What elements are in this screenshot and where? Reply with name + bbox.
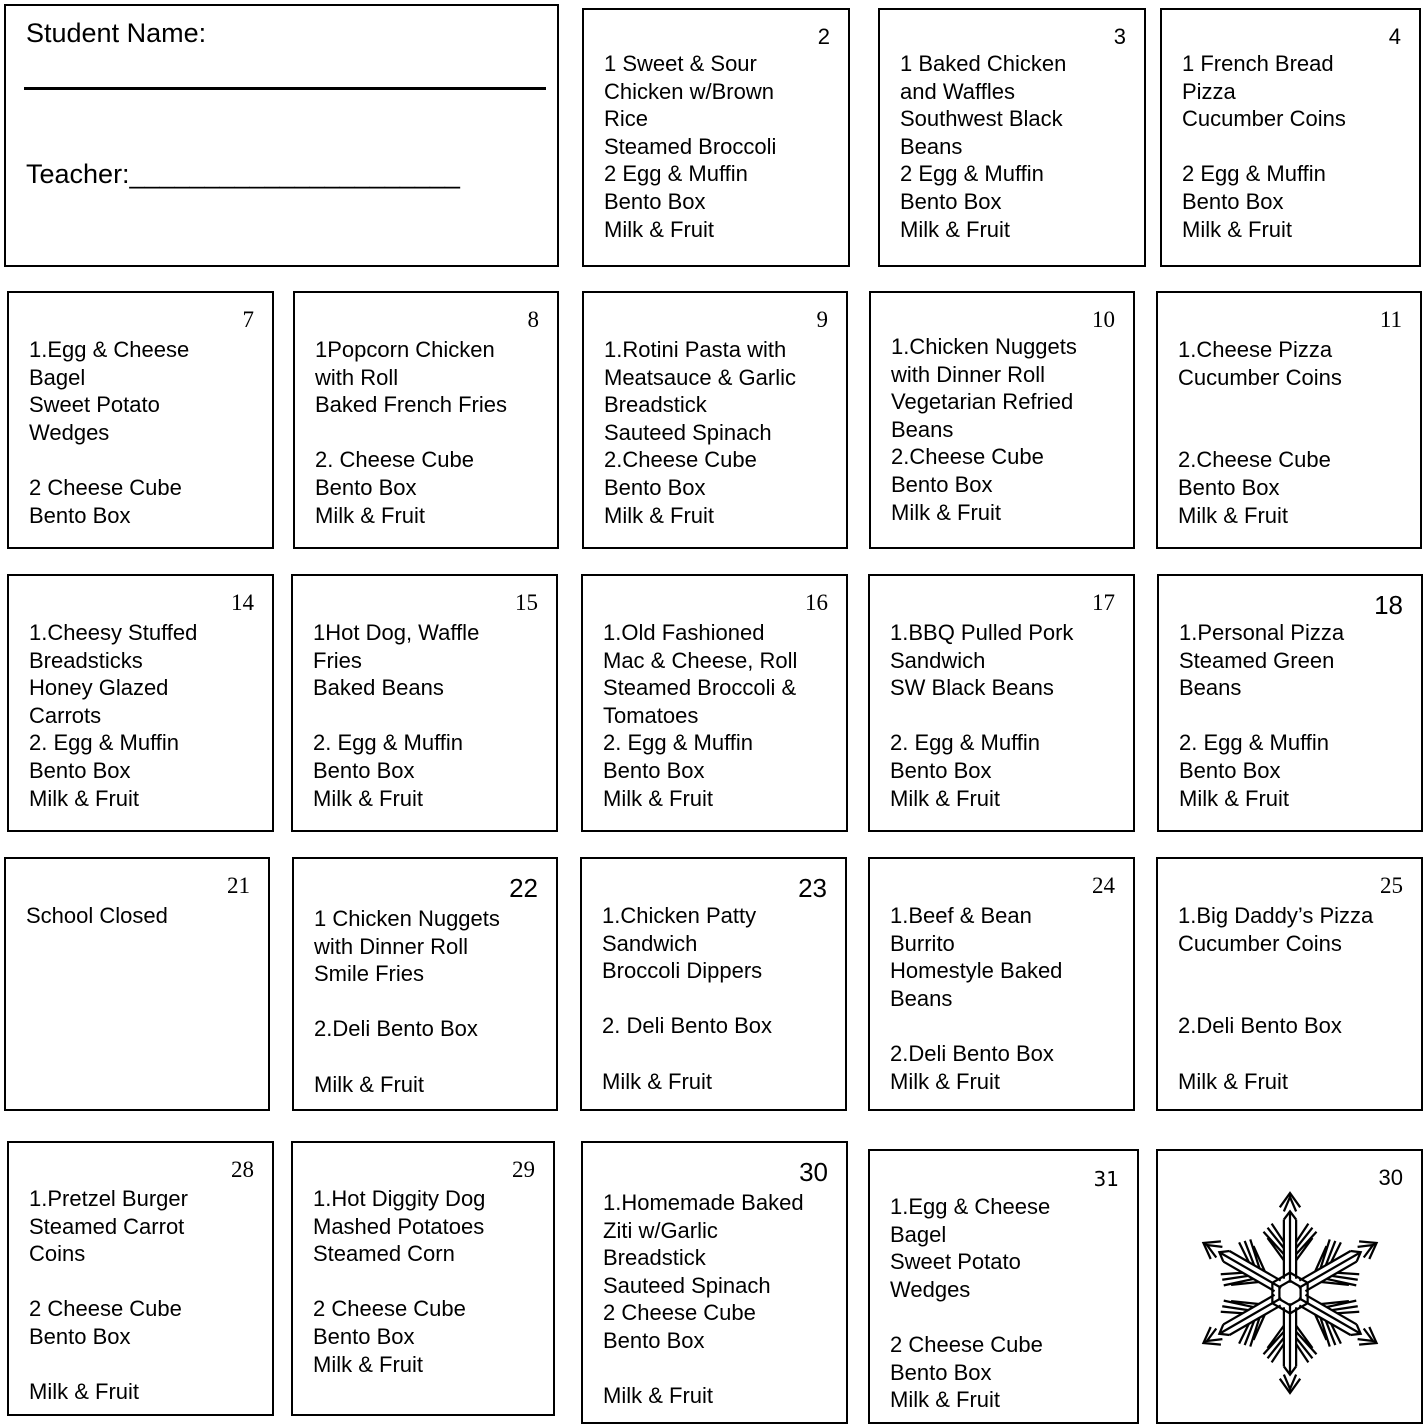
menu-item: 2. Egg & Muffin: [603, 730, 754, 756]
menu-item: Sandwich: [602, 930, 698, 956]
menu-item: Bento Box: [890, 757, 992, 783]
menu-item: 2. Egg & Muffin: [1179, 730, 1330, 756]
day-box-31: [868, 1149, 1139, 1424]
menu-item: Milk & Fruit: [1178, 502, 1288, 528]
day-number: 21: [227, 873, 250, 898]
menu-item: Milk & Fruit: [890, 785, 1000, 811]
menu-item: 2.Deli Bento Box: [314, 1016, 478, 1042]
menu-item: Cucumber Coins: [1178, 364, 1342, 390]
student-name-label: Student Name:: [26, 18, 207, 48]
menu-item: Breadstick: [604, 392, 707, 418]
student-name-line: [24, 87, 546, 90]
menu-item: Bento Box: [29, 757, 131, 783]
snowflake-icon: [1188, 1191, 1392, 1395]
day-number: 10: [1092, 307, 1115, 332]
menu-item: Milk & Fruit: [604, 216, 714, 242]
menu-item: 1.Beef & Bean: [890, 903, 1032, 928]
menu-item: 2 Cheese Cube: [603, 1300, 756, 1326]
menu-item: Sandwich: [890, 647, 986, 673]
menu-item: 1.Egg & Cheese: [29, 337, 190, 362]
menu-item: Breadsticks: [29, 647, 143, 673]
menu-item: Bento Box: [1178, 474, 1280, 500]
day-number: 28: [231, 1157, 254, 1182]
menu-item: SW Black Beans: [890, 675, 1054, 701]
menu-item: 1.Cheesy Stuffed: [29, 620, 198, 645]
menu-item: 1 Sweet & Sour: [604, 51, 757, 76]
menu-item: 1.Homemade Baked: [603, 1190, 804, 1215]
menu-list: [602, 902, 837, 1095]
day-number: 8: [527, 307, 539, 332]
menu-list: [29, 1185, 264, 1406]
menu-item: and Waffles: [900, 78, 1015, 104]
menu-list: [313, 619, 548, 812]
menu-item: 2.Deli Bento Box: [1178, 1013, 1342, 1039]
menu-item: Bento Box: [604, 188, 706, 214]
menu-item: Bagel: [890, 1221, 947, 1247]
menu-list: [603, 1189, 838, 1410]
menu-item: Vegetarian Refried: [891, 389, 1074, 415]
menu-list: [1179, 619, 1413, 812]
menu-item: Baked French Fries: [315, 392, 507, 418]
day-number: 7: [242, 307, 254, 332]
menu-item: Milk & Fruit: [1178, 1068, 1288, 1094]
menu-item: Sauteed Spinach: [603, 1272, 771, 1298]
day-box-3: [878, 8, 1146, 267]
menu-item: Bento Box: [900, 188, 1002, 214]
day-box-24: [868, 857, 1135, 1111]
menu-item: Bento Box: [29, 502, 131, 528]
day-number: 31: [1093, 1167, 1119, 1191]
menu-item: 1.BBQ Pulled Pork: [890, 620, 1074, 645]
menu-item: Bento Box: [603, 1327, 705, 1353]
menu-item: Milk & Fruit: [603, 785, 713, 811]
day-box-15: [291, 574, 558, 832]
menu-list: [603, 619, 838, 812]
menu-list: [314, 905, 548, 1098]
menu-list: [604, 50, 840, 243]
day-box-25: [1156, 857, 1423, 1111]
teacher-label: Teacher:______________________: [26, 159, 460, 189]
day-box-30: [581, 1141, 848, 1424]
menu-item: 1.Big Daddy’s Pizza: [1178, 903, 1374, 928]
menu-item: Wedges: [890, 1276, 971, 1302]
menu-item: 2. Egg & Muffin: [890, 730, 1041, 756]
menu-item: Rice: [604, 106, 649, 132]
menu-item: Bento Box: [313, 1323, 415, 1349]
day-box-11: [1156, 291, 1422, 549]
menu-item: with Dinner Roll: [314, 933, 469, 959]
menu-item: 2 Egg & Muffin: [1182, 161, 1326, 187]
day-number: 15: [515, 590, 538, 615]
menu-item: Mashed Potatoes: [313, 1213, 485, 1239]
menu-item: 1.Personal Pizza: [1179, 620, 1345, 645]
menu-item: 1.Hot Diggity Dog: [313, 1186, 486, 1211]
menu-item: Milk & Fruit: [1179, 785, 1289, 811]
menu-list: [890, 1193, 1129, 1414]
day-box-8: [293, 291, 559, 549]
menu-item: Sauteed Spinach: [604, 419, 772, 445]
day-box-9: [582, 291, 848, 549]
day-number: 29: [512, 1157, 535, 1182]
menu-item: Milk & Fruit: [890, 1068, 1000, 1094]
menu-item: Steamed Corn: [313, 1241, 455, 1267]
day-box-23: [580, 857, 847, 1111]
menu-item: Beans: [890, 985, 953, 1011]
menu-item: 1.Chicken Nuggets: [891, 334, 1077, 359]
menu-item: 1.Egg & Cheese: [890, 1194, 1051, 1219]
menu-item: 2 Egg & Muffin: [604, 161, 748, 187]
menu-item: Burrito: [890, 930, 955, 956]
menu-list: [1178, 336, 1412, 529]
menu-item: Milk & Fruit: [313, 1351, 423, 1377]
menu-item: 1.Old Fashioned: [603, 620, 765, 645]
day-number: 25: [1380, 873, 1403, 898]
menu-list: [604, 336, 838, 529]
menu-item: 2.Cheese Cube: [604, 447, 757, 473]
menu-item: 2 Cheese Cube: [29, 1296, 182, 1322]
menu-list: [900, 50, 1136, 243]
menu-item: Milk & Fruit: [1182, 216, 1292, 242]
day-box-4: [1160, 8, 1421, 267]
menu-item: 2 Cheese Cube: [313, 1296, 466, 1322]
menu-item: Beans: [1179, 675, 1242, 701]
day-box-7: [7, 291, 274, 549]
menu-list: [890, 619, 1125, 812]
menu-item: Milk & Fruit: [315, 502, 425, 528]
day-box-17: [868, 574, 1135, 832]
day-number: 17: [1092, 590, 1115, 615]
menu-item: Ziti w/Garlic: [603, 1217, 718, 1243]
menu-list: [891, 333, 1125, 526]
menu-item: 2.Deli Bento Box: [890, 1040, 1054, 1066]
menu-item: with Roll: [315, 364, 399, 390]
menu-item: Bento Box: [891, 471, 993, 497]
menu-list: [29, 619, 264, 812]
menu-item: Steamed Green: [1179, 647, 1335, 673]
menu-item: 2. Egg & Muffin: [29, 730, 180, 756]
menu-item: 1 Baked Chicken: [900, 51, 1067, 76]
day-box-22: [292, 857, 558, 1111]
menu-item: Bento Box: [1182, 188, 1284, 214]
day-number: 2: [817, 24, 830, 49]
menu-item: Chicken w/Brown: [604, 78, 774, 104]
day-box-29: [291, 1141, 555, 1416]
menu-item: Steamed Broccoli: [604, 133, 777, 159]
menu-item: 2 Cheese Cube: [890, 1331, 1043, 1357]
day-number: 18: [1374, 590, 1403, 620]
day-box-30-snowflake: [1156, 1149, 1423, 1424]
day-box-2: [582, 8, 850, 267]
menu-list: [313, 1185, 545, 1378]
menu-item: 1 Chicken Nuggets: [314, 906, 500, 931]
menu-item: 2 Cheese Cube: [29, 474, 182, 500]
menu-item: 1Hot Dog, Waffle: [313, 620, 480, 645]
menu-item: Wedges: [29, 419, 110, 445]
menu-item: Cucumber Coins: [1182, 106, 1346, 132]
menu-item: Milk & Fruit: [891, 499, 1001, 525]
day-number: 16: [805, 590, 828, 615]
menu-item: Sweet Potato: [29, 392, 160, 418]
menu-item: Bento Box: [315, 474, 417, 500]
menu-item: Milk & Fruit: [29, 785, 139, 811]
student-info-box: [4, 4, 559, 267]
day-number: 30: [799, 1157, 828, 1187]
menu-item: Steamed Broccoli &: [603, 675, 797, 701]
menu-list: [29, 336, 264, 529]
menu-item: 1 French Bread: [1182, 51, 1334, 76]
day-box-18: [1157, 574, 1423, 832]
menu-item: Sweet Potato: [890, 1249, 1021, 1275]
menu-item: Pizza: [1182, 78, 1236, 104]
menu-item: 1.Cheese Pizza: [1178, 337, 1333, 362]
menu-list: [890, 902, 1125, 1095]
menu-item: Broccoli Dippers: [602, 958, 763, 984]
menu-list: [315, 336, 549, 529]
menu-list: [26, 902, 260, 930]
menu-item: Homestyle Baked: [890, 958, 1063, 984]
day-number: 24: [1092, 873, 1115, 898]
menu-item: Carrots: [29, 702, 102, 728]
menu-item: 2 Egg & Muffin: [900, 161, 1044, 187]
menu-item: Bento Box: [603, 757, 705, 783]
menu-item: Cucumber Coins: [1178, 930, 1342, 956]
menu-item: 1.Rotini Pasta with: [604, 337, 787, 362]
menu-item: 2. Cheese Cube: [315, 447, 474, 473]
menu-list: [1182, 50, 1411, 243]
menu-item: Coins: [29, 1241, 86, 1267]
menu-item: Tomatoes: [603, 702, 699, 728]
menu-item: Milk & Fruit: [602, 1068, 712, 1094]
menu-item: Beans: [891, 416, 954, 442]
menu-item: Southwest Black: [900, 106, 1063, 132]
menu-item: Bento Box: [1179, 757, 1281, 783]
menu-item: Steamed Carrot: [29, 1213, 185, 1239]
menu-item: 1Popcorn Chicken: [315, 337, 495, 362]
day-box-10: [869, 291, 1135, 549]
menu-item: Mac & Cheese, Roll: [603, 647, 798, 673]
menu-item: Bento Box: [890, 1359, 992, 1385]
menu-item: Smile Fries: [314, 961, 425, 987]
menu-list: [1178, 902, 1413, 1095]
day-box-14: [7, 574, 274, 832]
school-closed-text: School Closed: [26, 903, 168, 928]
menu-item: Meatsauce & Garlic: [604, 364, 796, 390]
menu-item: Milk & Fruit: [313, 785, 423, 811]
day-box-28: [7, 1141, 274, 1416]
day-box-16: [581, 574, 848, 832]
day-number: 30: [1378, 1165, 1403, 1190]
menu-item: Milk & Fruit: [900, 216, 1010, 242]
menu-item: Bento Box: [313, 757, 415, 783]
menu-item: Bento Box: [29, 1323, 131, 1349]
day-number: 23: [798, 873, 827, 903]
day-number: 3: [1113, 24, 1126, 49]
menu-item: Milk & Fruit: [603, 1383, 713, 1409]
day-number: 14: [231, 590, 254, 615]
menu-item: 2.Cheese Cube: [1178, 447, 1331, 473]
menu-item: 1.Chicken Patty: [602, 903, 757, 928]
menu-item: 1.Pretzel Burger: [29, 1186, 188, 1211]
menu-item: 2.Cheese Cube: [891, 444, 1044, 470]
menu-item: with Dinner Roll: [891, 361, 1046, 387]
menu-item: Milk & Fruit: [604, 502, 714, 528]
menu-item: Milk & Fruit: [890, 1387, 1000, 1413]
menu-item: 2. Deli Bento Box: [602, 1013, 772, 1039]
menu-item: Honey Glazed: [29, 675, 169, 701]
menu-item: Bagel: [29, 364, 86, 390]
day-number: 11: [1379, 307, 1402, 332]
day-number: 9: [816, 307, 828, 332]
menu-item: Breadstick: [603, 1245, 706, 1271]
day-box-21: [4, 857, 270, 1111]
menu-item: Beans: [900, 133, 963, 159]
day-number: 22: [509, 873, 538, 903]
menu-item: 2. Egg & Muffin: [313, 730, 464, 756]
menu-item: Milk & Fruit: [314, 1071, 424, 1097]
menu-item: Bento Box: [604, 474, 706, 500]
menu-item: Baked Beans: [313, 675, 444, 701]
day-number: 4: [1388, 24, 1401, 49]
menu-item: Fries: [313, 647, 362, 673]
menu-item: Milk & Fruit: [29, 1379, 139, 1405]
